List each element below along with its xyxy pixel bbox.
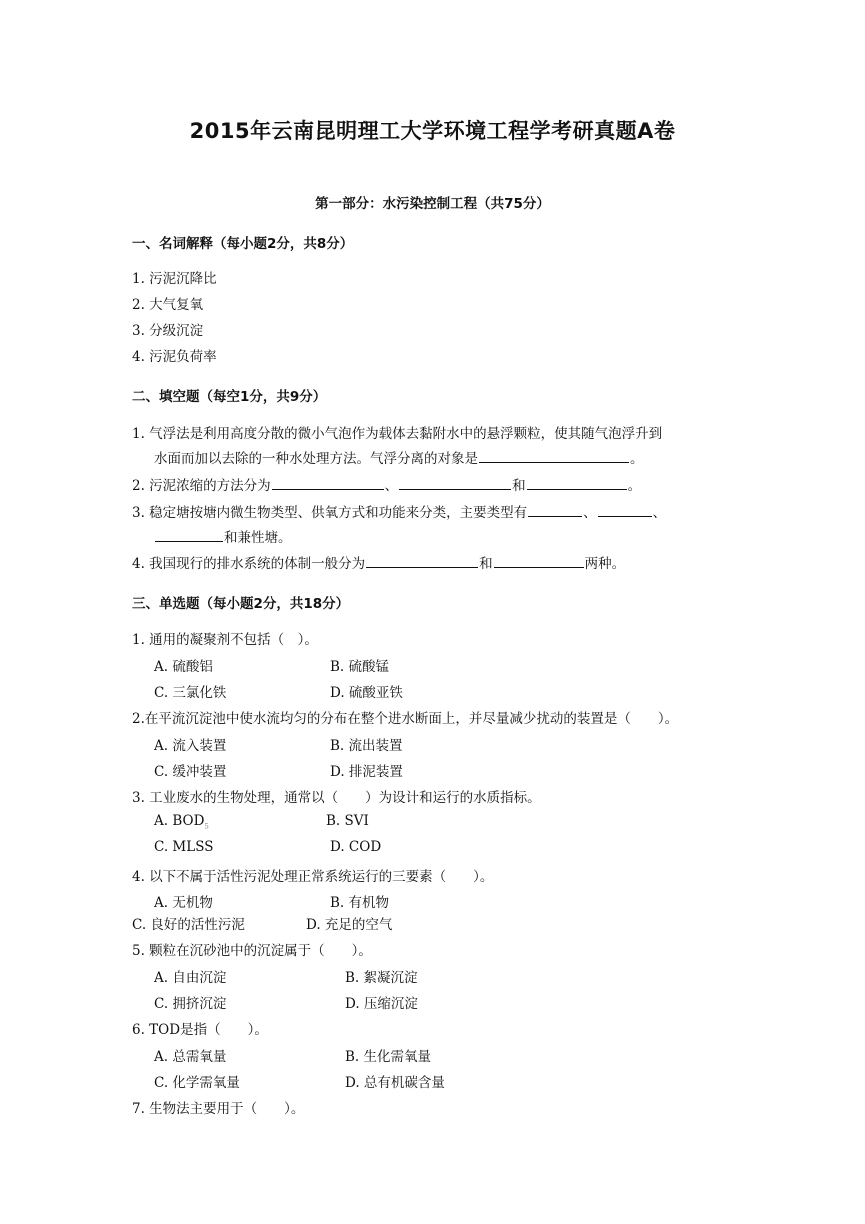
mc-question-6: 6. TOD是指（ ）。 (132, 1022, 268, 1038)
fill-question-1-line2 (154, 447, 644, 467)
option-d: D. 排泥装置 (330, 764, 403, 780)
fill-question-1-line1: 1. 气浮法是利用高度分散的微小气泡作为载体去黏附水中的悬浮颗粒，使其随气泡浮升到 (132, 426, 663, 442)
option-b: B. 流出装置 (330, 738, 403, 754)
mc-question-4: 4. 以下不属于活性污泥处理正常系统运行的三要素（ ）。 (132, 869, 494, 885)
question-text: 和兼性塘。 (224, 530, 292, 546)
option-c: C. 良好的活性污泥 (132, 917, 245, 933)
question-text: 和 (512, 478, 526, 494)
option-b: B. 硫酸锰 (330, 659, 390, 675)
answer-blank (528, 503, 582, 517)
option-b: B. 生化需氧量 (345, 1049, 432, 1065)
mc-question-7: 7. 生物法主要用于（ ）。 (132, 1101, 305, 1117)
question-text: 3. 稳定塘按塘内微生物类型、供氧方式和功能来分类，主要类型有 (132, 505, 528, 521)
option-c: C. 化学需氧量 (154, 1075, 240, 1091)
option-a: A. 硫酸铝 (154, 659, 213, 675)
option-d: D. 压缩沉淀 (345, 996, 418, 1012)
mc-question-2: 2.在平流沉淀池中使水流均匀的分布在整个进水断面上，并尽量减少扰动的装置是（ ）。 (132, 711, 679, 727)
part-heading: 第一部分：水污染控制工程（共75分） (315, 196, 550, 212)
answer-blank (494, 554, 584, 568)
option-d: D. COD (330, 839, 382, 855)
option-b: B. SVI (326, 813, 369, 829)
option-d: D. 总有机碳含量 (345, 1075, 445, 1091)
option-a: A. 无机物 (154, 895, 213, 911)
option-a: A. 流入装置 (154, 738, 227, 754)
option-d: D. 充足的空气 (306, 917, 393, 933)
option-c: C. MLSS (154, 839, 214, 855)
question-text: 。 (627, 478, 642, 494)
mc-question-1: 1. 通用的凝聚剂不包括（ ）。 (132, 632, 318, 648)
term-item: 2. 大气复氧 (132, 297, 204, 313)
answer-blank (366, 554, 478, 568)
option-c: C. 三氯化铁 (154, 685, 227, 701)
option-c: C. 拥挤沉淀 (154, 996, 227, 1012)
answer-blank (155, 528, 223, 542)
answer-blank (527, 476, 627, 490)
question-text: 。 (630, 451, 644, 467)
option-a: A. 总需氧量 (154, 1049, 227, 1065)
answer-blank (479, 449, 629, 463)
mc-question-5: 5. 颗粒在沉砂池中的沉淀属于（ ）。 (132, 943, 372, 959)
fill-question-4 (132, 552, 625, 572)
mc-question-3: 3. 工业废水的生物处理，通常以（ ）为设计和运行的水质指标。 (132, 790, 541, 806)
question-text: 水面而加以去除的一种水处理方法。气浮分离的对象是 (154, 451, 478, 467)
answer-blank (598, 503, 652, 517)
fill-question-3-line1 (132, 501, 666, 521)
question-text: 2. 污泥浓缩的方法分为 (132, 478, 271, 494)
question-text: 4. 我国现行的排水系统的体制一般分为 (132, 556, 366, 572)
term-item: 4. 污泥负荷率 (132, 349, 217, 365)
option-b: B. 有机物 (330, 895, 390, 911)
term-item: 1. 污泥沉降比 (132, 271, 217, 287)
answer-blank (272, 476, 384, 490)
option-c: C. 缓冲装置 (154, 764, 227, 780)
section-heading-2: 二、填空题（每空1分，共9分） (132, 389, 327, 405)
question-text: 和 (479, 556, 493, 572)
option-d: D. 硫酸亚铁 (330, 685, 403, 701)
option-a (154, 813, 209, 831)
question-text: 、 (652, 505, 667, 521)
section-heading-3: 三、单选题（每小题2分，共18分） (132, 596, 350, 612)
option-a: A. 自由沉淀 (154, 970, 227, 986)
page-title: 2015年云南昆明理工大学环境工程学考研真题A卷 (189, 119, 676, 143)
question-text: 两种。 (584, 556, 626, 572)
question-text: 、 (384, 478, 399, 494)
option-b: B. 絮凝沉淀 (345, 970, 418, 986)
fill-question-3-line2 (154, 526, 292, 546)
term-item: 3. 分级沉淀 (132, 323, 204, 339)
subscript: 5 (204, 822, 209, 831)
fill-question-2 (132, 474, 641, 494)
section-heading-1: 一、名词解释（每小题2分，共8分） (132, 236, 354, 252)
answer-blank (399, 476, 511, 490)
option-a-text: A. BOD (154, 813, 205, 829)
question-text: 、 (583, 505, 597, 521)
